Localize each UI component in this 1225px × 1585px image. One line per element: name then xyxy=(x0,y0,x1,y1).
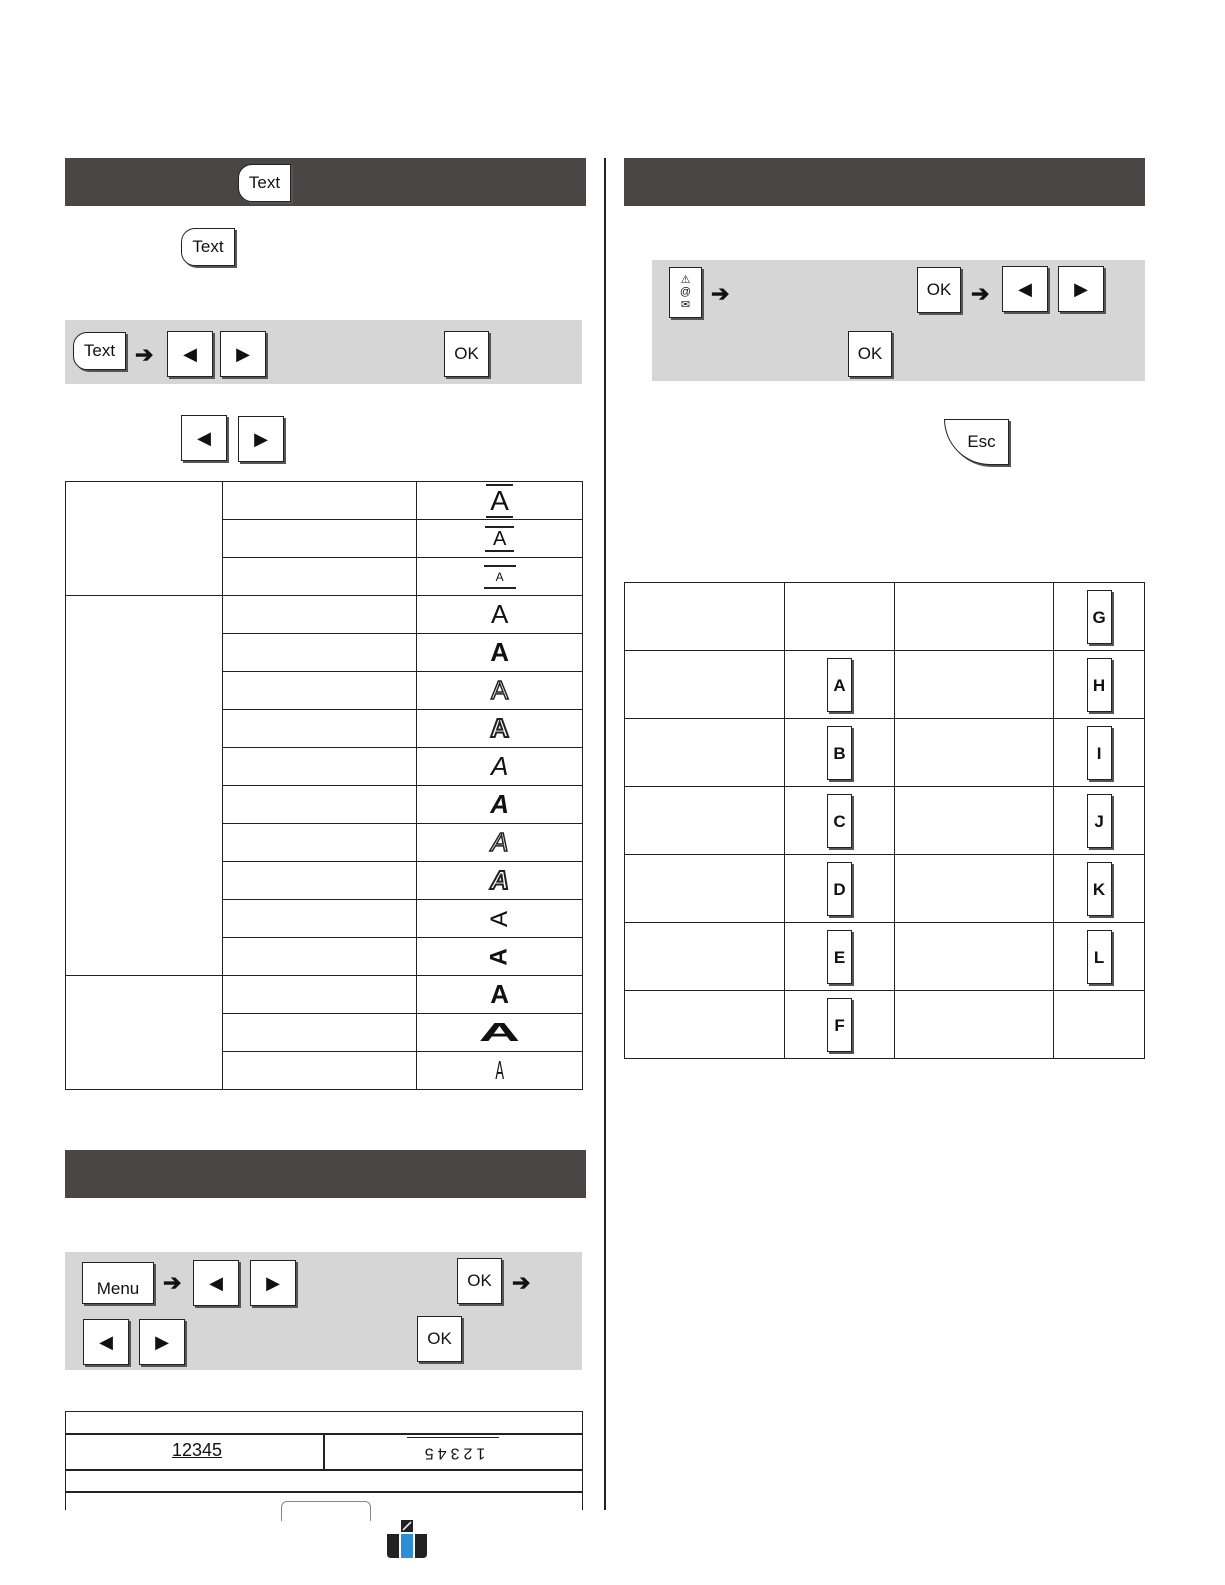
ok-key[interactable]: OK xyxy=(444,331,489,377)
right-arrow-key[interactable]: ▶ xyxy=(1058,266,1104,312)
style-glyph: A xyxy=(490,751,509,781)
right-arrow-key[interactable]: ▶ xyxy=(139,1319,185,1365)
style-glyph: A xyxy=(490,713,510,743)
text-key[interactable]: Text xyxy=(238,164,291,202)
style-glyph: A xyxy=(490,637,510,667)
style-glyph: A xyxy=(490,827,509,857)
sample-underline-text: 12345 xyxy=(172,1440,223,1460)
frame-letter-key: G xyxy=(1087,590,1112,644)
right-arrow-key[interactable]: ▶ xyxy=(220,331,266,377)
frame-table xyxy=(624,582,1145,1059)
frame-letter-key: F xyxy=(827,998,852,1052)
footer-logo xyxy=(387,1520,427,1558)
frame-letter-key: K xyxy=(1087,862,1112,916)
symbol-key[interactable] xyxy=(669,267,702,318)
warning-icon: ⚠ xyxy=(680,274,691,287)
left-arrow-key[interactable]: ◀ xyxy=(181,415,227,461)
frame-letter-key: B xyxy=(827,726,852,780)
frame-letter-key: D xyxy=(827,862,852,916)
ok-key[interactable]: OK xyxy=(417,1316,462,1362)
frame-letter-key: C xyxy=(827,794,852,848)
left-arrow-key[interactable]: ◀ xyxy=(193,1260,239,1306)
menu-key-label: Menu xyxy=(96,1279,140,1298)
style-glyph: A xyxy=(485,526,514,552)
column-divider xyxy=(604,158,606,1510)
sample-vertical-text xyxy=(407,1437,499,1466)
next-step-arrow-icon: ➔ xyxy=(971,281,990,306)
frame-letter-key: J xyxy=(1087,794,1112,848)
text-key[interactable]: Text xyxy=(73,332,126,370)
left-arrow-key[interactable]: ◀ xyxy=(167,331,213,377)
envelope-icon: ✉ xyxy=(680,298,691,311)
frame-letter-key: E xyxy=(827,930,852,984)
left-arrow-key[interactable]: ◀ xyxy=(83,1319,129,1365)
sample-vertical-digits: 12345 xyxy=(420,1444,486,1461)
frame-letter-key: L xyxy=(1087,930,1112,984)
style-glyph: A xyxy=(495,1055,504,1085)
style-glyph: A xyxy=(490,979,510,1009)
style-glyph: A xyxy=(490,789,510,819)
frame-letter-key: H xyxy=(1087,658,1112,712)
underline-table xyxy=(65,1411,583,1521)
style-glyph: A xyxy=(484,565,516,589)
frame-letter-key: I xyxy=(1087,726,1112,780)
partial-key-outline xyxy=(281,1501,371,1521)
style-glyph: A xyxy=(490,599,509,629)
at-sign-icon: @ xyxy=(679,286,692,299)
style-glyph: A xyxy=(490,675,509,705)
text-style-table xyxy=(65,481,583,1090)
next-step-arrow-icon: ➔ xyxy=(163,1270,182,1295)
menu-key[interactable] xyxy=(82,1262,154,1304)
next-step-arrow-icon: ➔ xyxy=(711,281,730,306)
frame-letter-key: A xyxy=(827,658,852,712)
style-glyph: A xyxy=(485,910,513,927)
left-arrow-key[interactable]: ◀ xyxy=(1002,266,1048,312)
style-glyph: A xyxy=(478,1017,521,1047)
ok-key[interactable]: OK xyxy=(457,1258,502,1304)
text-key[interactable]: Text xyxy=(181,228,235,266)
right-arrow-key[interactable]: ▶ xyxy=(238,416,284,462)
section-header-text-style xyxy=(65,158,586,206)
style-glyph: A xyxy=(490,865,510,895)
size-group-cell xyxy=(66,482,223,596)
right-arrow-key[interactable]: ▶ xyxy=(250,1260,296,1306)
esc-key[interactable]: Esc xyxy=(944,419,1009,465)
width-group-cell xyxy=(66,976,223,1090)
next-step-arrow-icon: ➔ xyxy=(512,1270,531,1295)
section-header-underline xyxy=(65,1150,586,1198)
style-group-cell xyxy=(66,596,223,976)
style-glyph: A xyxy=(486,484,513,518)
style-glyph: A xyxy=(485,947,513,966)
next-step-arrow-icon: ➔ xyxy=(135,342,154,367)
ok-key[interactable]: OK xyxy=(848,331,892,377)
ok-key[interactable]: OK xyxy=(917,267,961,313)
section-header-symbols xyxy=(624,158,1145,206)
